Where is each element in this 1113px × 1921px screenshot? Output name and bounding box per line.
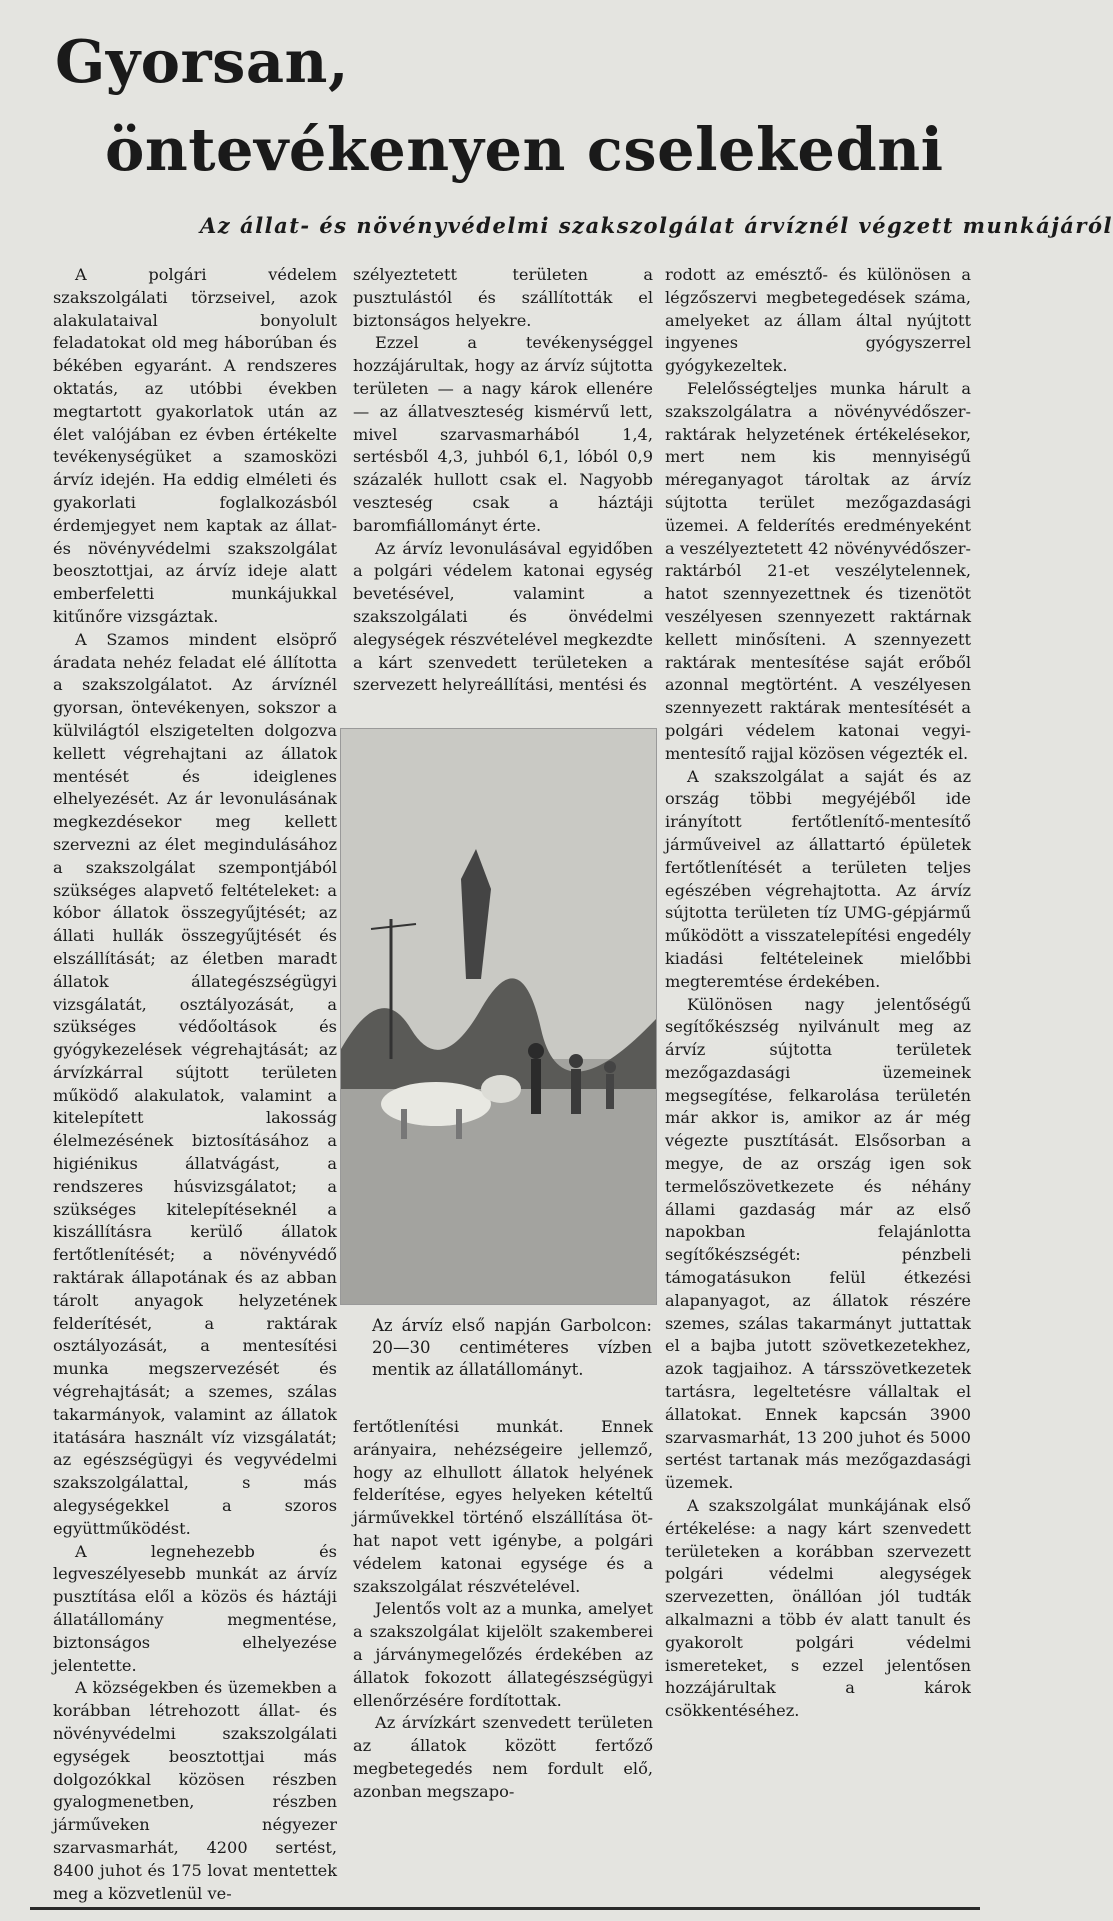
flood-photo-illustration [341, 729, 656, 1304]
paragraph: Az árvízkárt szenvedett területen az állatok között fertőző megbetegedés nem fordult elő, azonban megszapo- [353, 1713, 653, 1801]
paragraph: Felelősségteljes munka hárult a szakszolgálatra a növényvédőszer-raktárak helyzetének értékelésekor, mert nem kis mennyiségű méreganyagot tároltak az árvíz sújtotta terület mezőgazdasági üzemei. A felderítés eredményeként a veszélyeztetett 42 növényvédőszer-raktárból 21-et veszélytelennek, hatot szennyezettnek és tizenötöt veszélyesen szennyezett raktárnak kellett minősíteni. A szennyezett raktárak mentesítése saját erőből azonnal megtörtént. A veszélyesen szennyezett raktárak mentesítését a polgári védelem katonai vegyi-mentesítő rajjal közösen végezték el. [665, 378, 971, 763]
headline [55, 18, 955, 194]
bottom-rule [30, 1907, 980, 1910]
headline-line-1: Gyorsan, [55, 27, 349, 96]
paragraph: A szakszolgálat munkájának első értékelése: a nagy kárt szenvedett területeken a korábban szervezett polgári védelmi alegységek szervezetten, önállóan jól tudták alkalmazni a több év alatt tanult és gyakorolt polgári védelmi ismereteket, s ezzel jelentősen hozzájárultak a károk csökkentéséhez. [665, 1496, 971, 1721]
paragraph: Jelentős volt az a munka, amelyet a szakszolgálat kijelölt szakemberei a járványmegelőzés érdekében az állatok fokozott állategészségügyi ellenőrzésére fordítottak. [353, 1599, 653, 1710]
article-column-2-top [353, 264, 653, 697]
photo-caption: Az árvíz első napján Garbolcon: 20—30 centiméteres vízben mentik az állatállományt. [372, 1316, 652, 1379]
paragraph: A legnehezebb és legveszélyesebb munkát az árvíz pusztítása elől a közös és háztáji állatállomány megmentése, biztonságos elhelyezése jelentette. [53, 1541, 337, 1675]
paragraph: fertőtlenítési munkát. Ennek arányaira, nehézségeire jellemző, hogy az elhullott állatok helyének felderítése, egyes helyeken kételtű járművekkel történő elszállítása öt-hat napot vett igénybe, a polgári védelem katonai egysége és a szakszolgálat részvételével. [353, 1417, 653, 1596]
paragraph: szélyeztetett területen a pusztulástól és szállították el biztonságos helyekre. [353, 265, 653, 330]
headline-line-2: öntevékenyen cselekedni [105, 115, 944, 184]
paragraph: rodott az emésztő- és különösen a légzőszervi megbetegedések száma, amelyeket az állam által nyújtott ingyenes gyógyszerrel gyógykezeltek. [665, 265, 971, 376]
article-column-2-bottom [353, 1416, 653, 1804]
article-column-3 [665, 264, 971, 1723]
paragraph: A szakszolgálat a saját és az ország többi megyéjéből ide irányított fertőtlenítő-mentesítő járműveivel az állattartó épületek fertőtlenítését a területen teljes egészében végrehajtotta. Az árvíz sújtotta területen tíz UMG-gépjármű működött a visszatelepítési engedély kiadási feltételeinek mielőbbi megteremtése érdekében. [665, 766, 971, 991]
flood-photo [340, 728, 657, 1305]
paragraph: A községekben és üzemekben a korábban létrehozott állat- és növényvédelmi szakszolgálati egységek beosztottjai más dolgozókkal közösen részben gyalogmenetben, részben járműveken négyezer szarvasmarhát, 4200 sertést, 8400 juhot és 175 lovat mentettek meg a közvetlenül ve- [53, 1678, 337, 1903]
paragraph: Az árvíz levonulásával egyidőben a polgári védelem katonai egység bevetésével, valamint a szakszolgálati és önvédelmi alegységek részvételével megkezdte a kárt szenvedett területeken a szervezett helyreállítási, mentési és [353, 538, 653, 695]
paragraph: A polgári védelem szakszolgálati törzseivel, azok alakulataival bonyolult feladatokat old meg háborúban és békében egyaránt. A rendszeres oktatás, az utóbbi években megtartott gyakorlatok után az élet valójában ez évben értékelte tevékenységüket a szamosközi árvíz idején. Ha eddig elméleti és gyakorlati foglalkozásból érdemjegyet nem kaptak az állat- és növényvédelmi szakszolgálat beosztottjai, az árvíz ideje alatt emberfeletti munkájukkal kitűnőre vizsgáztak. [53, 265, 337, 626]
paragraph: Ezzel a tevékenységgel hozzájárultak, hogy az árvíz sújtotta területen — a nagy károk ellenére — az állatveszteség kismérvű lett, mivel szarvasmarhából 1,4, sertésből 4,3, juhból 6,1, lóból 0,9 százalék hullott csak el. Nagyobb veszteség csak a háztáji baromfiállományt érte. [353, 333, 653, 535]
paragraph: Különösen nagy jelentőségű segítőkészség nyilvánult meg az árvíz sújtotta területek mezőgazdasági üzemeinek megsegítése, felkarolása területén már akkor is, amikor az ár még végezte pusztítását. Elsősorban a megye, de az ország igen sok termelőszövetkezete és néhány állami gazdaság már az első napokban felajánlotta segítőkészségét: pénzbeli támogatásukon felül étkezési alapanyagot, az állatok részére szemes, szálas takarmányt juttattak el a bajba jutott szövetkezetekhez, azok tagjaihoz. A társszövetkezetek tartásra, legeltetésre vállaltak el állatokat. Ennek kapcsán 3900 szarvasmarhát, 13 200 juhot és 5000 sertést tartanak más mezőgazdasági üzemek. [665, 994, 971, 1493]
paragraph: A Szamos mindent elsöprő áradata nehéz feladat elé állította a szakszolgálatot. Az árvíznél gyorsan, öntevékenyen, sokszor a külvilágtól elszigetelten dolgozva kellett végrehajtani az állatok mentését és ideiglenes elhelyezését. Az ár levonulásának megkezdésekor meg kellett szervezni az élet megindulásához a szakszolgálat szempontjából szükséges alapvető feltételeket: a kóbor állatok összegyűjtését; az állati hullák összegyűjtését és elszállítását; az életben maradt állatok állategészségügyi vizsgálatát, osztályozását, a szükséges védőoltások és gyógykezelések végrehajtását; az árvízkárral sújtott területen működő alakulatok, valamint a kitelepített lakosság élelmezésének biztosításához a higiénikus állatvágást, a rendszeres húsvizsgálatot; a szükséges kitelepítéseknél a kiszállításra kerülő állatok fertőtlenítését; a növényvédő raktárak állapotának és az abban tárolt anyagok helyzetének felderítését, a raktárak osztályozását, a mentesítési munka megszervezését és végrehajtását; a szemes, szálas takarmányok, valamint az állatok itatására használt víz vizsgálatát; az egészségügyi és vegyvédelmi szakszolgálattal, s más alegységekkel a szoros együttműködést. [53, 629, 337, 1538]
subtitle: Az állat- és növényvédelmi szakszolgálat árvíznél végzett munkájáról [200, 213, 1113, 238]
article-column-1 [53, 264, 337, 1905]
